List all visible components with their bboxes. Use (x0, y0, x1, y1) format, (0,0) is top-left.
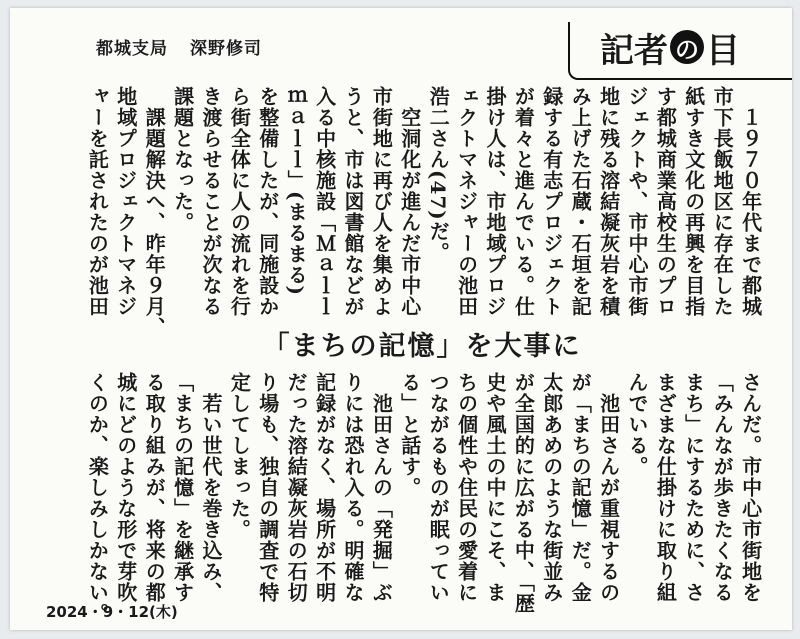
text-column-line: １９７０年代まで都城 (738, 86, 763, 317)
text-column-line: 太郎あめのような街並み (539, 372, 564, 603)
text-column-line: 課題解決へ、昨年９月、 (142, 86, 167, 338)
text-column-line: す都城商業高校生のプロ (653, 86, 678, 317)
text-column-line: まち」にするために、さ (681, 372, 706, 603)
text-column-line: 若い世代を巻き込み、 (199, 372, 223, 603)
column-title (600, 25, 740, 69)
text-column-line: り場も、独自の調査で特 (255, 372, 280, 603)
text-column-line: さんだ。市中心市街地を (738, 372, 763, 603)
text-column-line: んでいる。 (625, 372, 649, 477)
bureau-name: 都城支局 (96, 39, 168, 59)
text-column-line: 入る中核施設「Ｍａｌｌ (312, 86, 337, 317)
text-column-line: りには恐れ入る。明確な (341, 372, 365, 603)
text-column-line: が「まちの記憶」だ。金 (568, 372, 593, 603)
text-column-line: つながるものが眠ってい (426, 372, 451, 603)
text-column-line: を整備したが、同施設か (255, 86, 280, 317)
article-headline: 「まちの記憶」を大事に (262, 331, 582, 362)
text-column-line: 史や風土の中にこそ、ま (483, 372, 507, 603)
text-column-line: 地に残る溶結凝灰岩を積 (596, 86, 621, 317)
text-column-line: ャーを託されたのが池田 (85, 86, 110, 317)
text-column-line: 池田さんが重視するの (596, 372, 621, 603)
text-column-line: 市下長飯地区に存在した (710, 86, 735, 317)
column-title-pre: 記者 (600, 30, 668, 71)
text-column-line: き渡らせることが次なる (199, 86, 223, 317)
byline (96, 34, 262, 59)
column-title-post: 目 (706, 30, 740, 71)
text-column-line: る」と話す。 (397, 372, 422, 498)
text-column-line: 「みんなが歩きたくなる (710, 372, 735, 603)
text-column-line: ちの個性や住民の愛着に (454, 372, 479, 603)
text-column-line: み上げた石蔵・石垣を記 (568, 86, 593, 317)
text-column-line: が着々と進んでいる。仕 (511, 86, 536, 317)
text-column-line: 掛け人は、市地域プロジ (483, 86, 507, 317)
text-column-line: ら街全体に人の流れを行 (227, 86, 252, 317)
text-column-line: が全国的に広がる中、「歴 (511, 372, 536, 614)
text-column-line: る取り組みが、将来の都 (142, 372, 167, 603)
text-column-line: くのか、楽しみしかない。 (85, 372, 110, 624)
reporter-name: 深野修司 (190, 39, 262, 59)
text-column-line: うと、市は図書館などが (341, 86, 365, 317)
text-column-line: 定してしまった。 (227, 372, 252, 540)
text-column-line: ジェクトや、市中心市街 (625, 86, 649, 317)
text-column-line: 課題となった。 (170, 86, 195, 233)
text-column-line: 地域プロジェクトマネジ (113, 86, 138, 317)
text-column-line: だった溶結凝灰岩の石切 (284, 372, 309, 603)
text-column-line: 「まちの記憶」を継承す (170, 372, 195, 603)
text-column-line: 池田さんの「発掘」ぶ (369, 372, 394, 603)
publication-date: 2024・9・12(木) (46, 603, 178, 621)
text-column-line: 録する有志プロジェクト (539, 86, 564, 317)
text-column-line: ｍａｌｌ」(まるまる) (284, 86, 309, 296)
text-column-line: 浩二さん(47)だ。 (426, 86, 451, 263)
text-column-line: まざまな仕掛けに取り組 (653, 372, 678, 603)
text-column-line: 紙すき文化の再興を目指 (681, 86, 706, 317)
text-column-line: ェクトマネジャーの池田 (454, 86, 479, 317)
text-column-line: 城にどのような形で芽吹 (113, 372, 138, 603)
column-title-circle: の (670, 30, 704, 64)
text-column-line: 空洞化が進んだ市中心 (397, 86, 422, 317)
text-column-line: 記録がなく、場所が不明 (312, 372, 337, 603)
text-column-line: 市街地に再び人を集めよ (369, 86, 394, 317)
